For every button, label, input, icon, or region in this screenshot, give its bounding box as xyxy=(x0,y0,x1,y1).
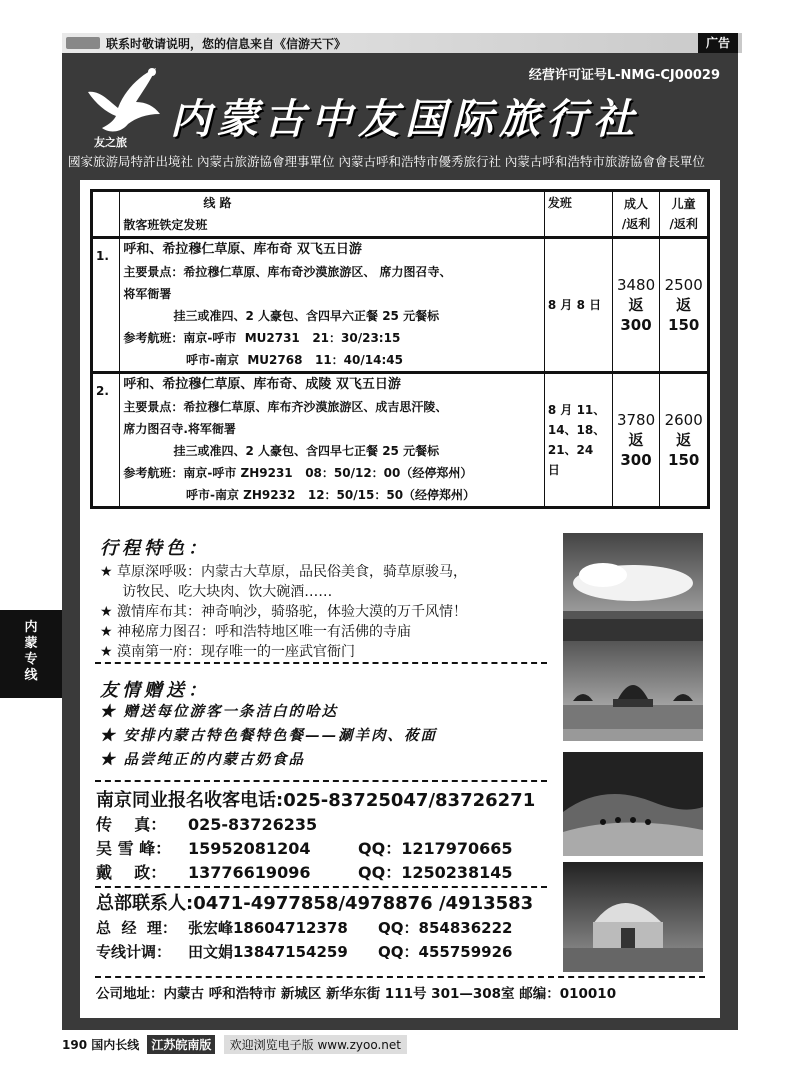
contact-phone: 15952081204 xyxy=(188,839,311,858)
list-item: 访牧民、吃大块肉、饮大碗酒…… xyxy=(100,584,333,600)
company-address: 公司地址：内蒙古 呼和浩特市 新城区 新华东街 111号 301—308室 邮编：010010 xyxy=(96,986,617,1002)
route-line: 主要景点：希拉穆仁草原、库布齐沙漠旅游区、成吉思汗陵、 xyxy=(123,400,448,414)
dove-logo-icon xyxy=(80,62,166,142)
qq-label: QQ： xyxy=(358,839,402,858)
list-item: ★ 品尝纯正的内蒙古奶食品 xyxy=(100,751,306,768)
header-adult-label: 成人 xyxy=(624,197,649,211)
route-line: 参考航班：南京-呼市 MU2731 21：30/23:15 xyxy=(123,331,401,345)
child-price xyxy=(660,238,709,373)
contact-phone: 13776619096 xyxy=(188,863,311,882)
header-route-sub: 散客班铁定发班 xyxy=(123,218,208,232)
hq-phone: 0471-4977858/4978876 /4913583 xyxy=(193,893,534,914)
header-num xyxy=(92,191,120,238)
adult-rebate-value: 300 xyxy=(620,451,652,469)
contact-qq: 1250238145 xyxy=(401,863,513,882)
company-credentials: 國家旅游局特許出境社 內蒙古旅游協會理事單位 內蒙古呼和浩特市優秀旅行社 內蒙古呼和浩特市旅游協會會長單位 xyxy=(68,154,705,169)
route-line: 主要景点：希拉穆仁草原、库布奇沙漠旅游区、 席力图召寺、 xyxy=(123,265,452,279)
page-footer xyxy=(62,1035,407,1054)
rebate-label: 返 xyxy=(676,431,692,449)
list-item: ★ 神秘席力图召：呼和浩特地区唯一有活佛的寺庙 xyxy=(100,624,411,640)
features-list xyxy=(100,562,560,662)
rebate-label: 返 xyxy=(628,296,644,314)
adult-price-value: 3780 xyxy=(616,411,656,429)
route-line: 挂三或准四、2 人豪包、含四早七正餐 25 元餐标 xyxy=(123,444,440,458)
section-divider xyxy=(95,976,705,978)
child-price-value: 2600 xyxy=(664,411,703,429)
section-tab xyxy=(0,610,62,698)
ad-tag: 广告 xyxy=(698,33,738,53)
table-row xyxy=(92,373,709,508)
route-line: 将军衙署 xyxy=(123,287,172,301)
nanjing-label: 南京同业报名收客电话: xyxy=(96,790,284,811)
section-tab-label: 内蒙专线 xyxy=(24,620,38,683)
grassland-photo xyxy=(563,533,703,641)
list-item: ★ 赠送每位游客一条洁白的哈达 xyxy=(100,703,339,720)
row-number: 1. xyxy=(92,238,120,373)
contact-qq: 455759926 xyxy=(418,943,513,961)
list-item: ★ 激情库布其：神奇响沙，骑骆驼，体验大漠的万千风情！ xyxy=(100,604,467,620)
departure-date: 8 月 8 日 xyxy=(544,238,612,373)
table-header-row xyxy=(92,191,709,238)
contact-name: 总 经 理： xyxy=(96,919,177,937)
rebate-label: 返 xyxy=(676,296,692,314)
route-line: 挂三或准四、2 人豪包、含四早六正餐 25 元餐标 xyxy=(123,309,440,323)
header-child-sub: /返利 xyxy=(669,217,698,231)
route-table xyxy=(90,189,710,509)
gifts-list xyxy=(100,700,560,772)
header-adult-sub: /返利 xyxy=(621,217,651,231)
route-title: 呼和、希拉穆仁草原、库布奇 双飞五日游 xyxy=(123,242,362,257)
qq-label: QQ： xyxy=(358,863,402,882)
route-details xyxy=(120,373,545,508)
edition-tag: 江苏皖南版 xyxy=(147,1035,215,1054)
adult-price xyxy=(612,238,660,373)
child-price-value: 2500 xyxy=(664,276,703,294)
rebate-label: 返 xyxy=(628,431,644,449)
fax-label: 传 真： xyxy=(96,815,167,834)
top-notice-bar xyxy=(62,33,742,53)
nanjing-phone: 025-83725047/83726271 xyxy=(283,790,536,811)
table-row xyxy=(92,238,709,373)
adult-rebate-value: 300 xyxy=(620,316,652,334)
departure-date: 8 月 11、14、18、21、24 日 xyxy=(544,373,612,508)
contact-qq: 1217970665 xyxy=(401,839,513,858)
fax-number: 025-83726235 xyxy=(188,815,318,834)
contact-phone: 田文娟13847154259 xyxy=(188,943,348,961)
header-route xyxy=(120,191,545,238)
list-item: ★ 草原深呼吸：内蒙古大草原，品民俗美食，骑草原骏马， xyxy=(100,564,467,580)
route-line: 参考航班：南京-呼市 ZH9231 08：50/12：00（经停郑州） xyxy=(123,466,473,480)
company-name: 内蒙古中友国际旅行社 xyxy=(170,95,640,143)
logo-label: 友之旅 xyxy=(94,136,127,149)
route-title: 呼和、希拉穆仁草原、库布奇、成陵 双飞五日游 xyxy=(123,377,401,392)
route-line: 呼市-南京 MU2768 11：40/14:45 xyxy=(123,353,403,367)
list-item: ★ 安排内蒙古特色餐特色餐——涮羊肉、莜面 xyxy=(100,727,438,744)
header-adult xyxy=(612,191,660,238)
header-child xyxy=(660,191,709,238)
qq-label: QQ： xyxy=(378,919,419,937)
header-child-label: 儿童 xyxy=(671,197,696,211)
row-number: 2. xyxy=(92,373,120,508)
gifts-title: 友情赠送： xyxy=(100,680,210,701)
route-line: 呼市-南京 ZH9232 12：50/15：50（经停郑州） xyxy=(123,488,476,502)
child-rebate-value: 150 xyxy=(668,451,700,469)
website-note: 欢迎浏览电子版 www.zyoo.net xyxy=(224,1035,407,1054)
qq-label: QQ： xyxy=(378,943,419,961)
route-details xyxy=(120,238,545,373)
contact-name: 专线计调： xyxy=(96,943,172,961)
yurt-photo xyxy=(563,862,703,972)
mausoleum-photo xyxy=(563,641,703,741)
contact-qq: 854836222 xyxy=(418,919,513,937)
child-price xyxy=(660,373,709,508)
section-divider xyxy=(95,886,547,888)
features-title: 行程特色： xyxy=(100,538,210,559)
header-date: 发班 xyxy=(544,191,612,238)
section-divider xyxy=(95,780,547,782)
header-route-label: 线 路 xyxy=(203,196,232,210)
license-number: 经营许可证号L-NMG-CJ00029 xyxy=(528,68,720,83)
nanjing-contact-block xyxy=(96,789,535,885)
list-item: ★ 漠南第一府：现存唯一的一座武官衙门 xyxy=(100,644,355,660)
contact-phone: 张宏峰18604712378 xyxy=(188,919,348,937)
hq-label: 总部联系人: xyxy=(96,893,194,914)
page-number: 190 国内长线 xyxy=(62,1038,140,1052)
hq-contact-block xyxy=(96,892,533,964)
contact-name: 吴 雪 峰： xyxy=(96,839,172,858)
desert-camel-photo xyxy=(563,752,703,856)
section-divider xyxy=(95,662,547,664)
child-rebate-value: 150 xyxy=(668,316,700,334)
adult-price xyxy=(612,373,660,508)
adult-price-value: 3480 xyxy=(616,276,656,294)
publisher-logo xyxy=(66,37,100,49)
top-notice: 联系时敬请说明，您的信息来自《信游天下》 xyxy=(106,37,347,51)
contact-name: 戴 政： xyxy=(96,863,167,882)
route-line: 席力图召寺.将军衙署 xyxy=(123,422,236,436)
